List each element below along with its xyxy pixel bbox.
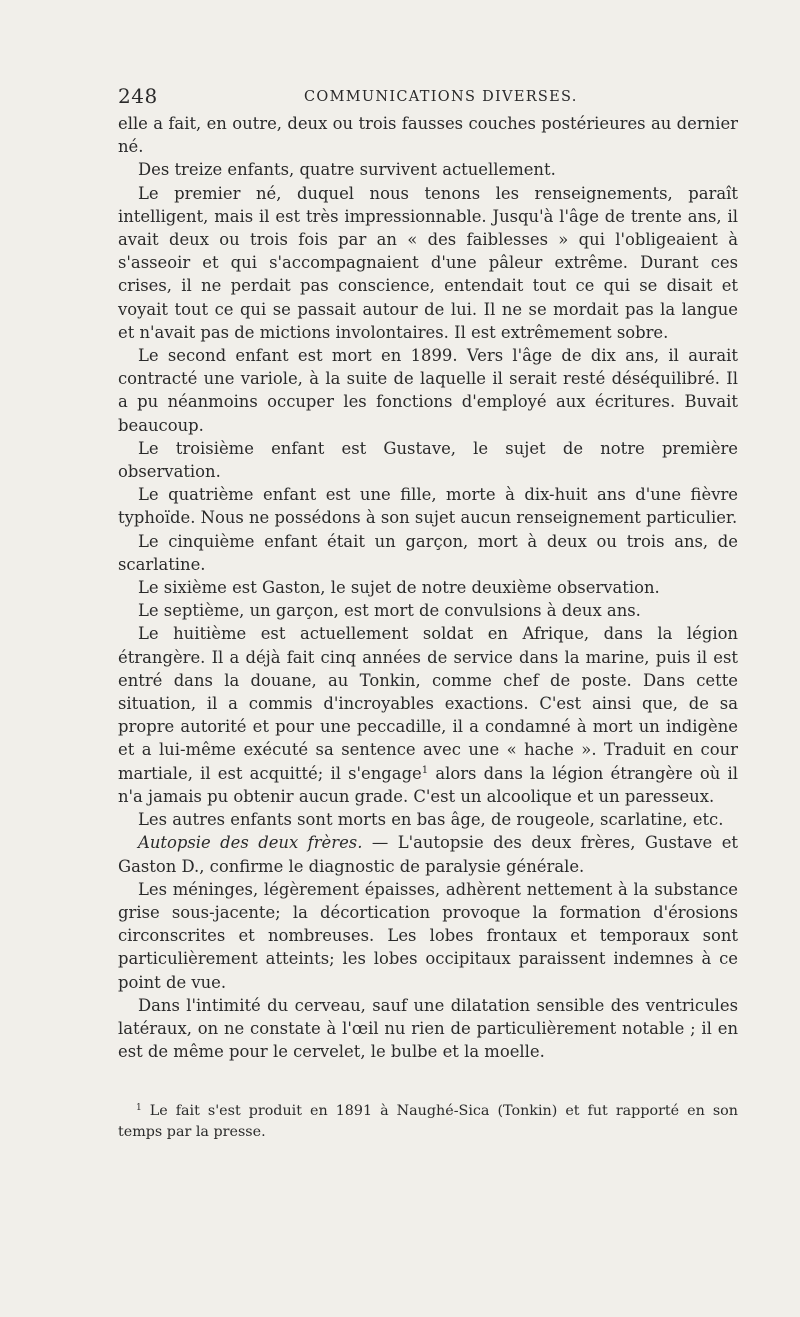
body-text [118, 112, 738, 1063]
paragraph [118, 831, 738, 877]
section-heading: Autopsie des deux frères. [138, 833, 363, 853]
paragraph-text: Le huitième est actuellement soldat en Afrique, dans la légion étrangère. Il a déjà fait cinq années de service dans la marine, puis il est entré dans la douane, au Tonkin, comme chef de poste. Dans cette situation, il a commis d'incroyables exactions. C'est ainsi que, de sa propre autorité et pour une peccadille, il a condamné à mort un indigène et a lui-même exécuté sa sentence avec une « hache ». Traduit en cour martiale, il est acquitté; il s'engage [118, 624, 738, 783]
paragraph: Dans l'intimité du cerveau, sauf une dilatation sensible des ventricules latéraux, on ne constate à l'œil nu rien de particulièrement notable ; il en est de même pour le cervelet, le bulbe et la moelle. [118, 995, 738, 1062]
footnote-mark: 1 [136, 1103, 142, 1113]
page-header [118, 84, 738, 108]
paragraph [118, 622, 738, 808]
footnote-paragraph [118, 1101, 738, 1143]
footnote-text: Le fait s'est produit en 1891 à Naughé-Sica (Tonkin) et fut rapporté en son temps par la presse. [118, 1103, 738, 1140]
paragraph: Le sixième est Gaston, le sujet de notre deuxième observation. [138, 578, 660, 598]
paragraph: Le second enfant est mort en 1899. Vers l'âge de dix ans, il aurait contracté une variole, à la suite de laquelle il serait resté déséquilibré. Il a pu néanmoins occuper les fonctions d'employé aux écritures. Buvait beaucoup. [118, 346, 738, 435]
paragraph: Les autres enfants sont morts en bas âge, de rougeole, scarlatine, etc. [138, 810, 724, 830]
paragraph: Des treize enfants, quatre survivent actuellement. [138, 160, 556, 180]
paragraph: elle a fait, en outre, deux ou trois fausses couches postérieures au dernier né. [118, 114, 738, 157]
paragraph-text: — L'autopsie des deux frères, Gustave et Gaston D., confirme le diagnostic de paralysie générale. [118, 833, 738, 876]
paragraph: Les méninges, légèrement épaisses, adhèrent nettement à la substance grise sous-jacente; la décortication provoque la formation d'érosions circonscrites et nombreuses. Les lobes frontaux et temporaux sont particulièrement atteints; les lobes occipitaux paraissent indemnes à ce point de vue. [118, 879, 738, 992]
paragraph: Le cinquième enfant était un garçon, mort à deux ou trois ans, de scarlatine. [118, 531, 738, 574]
paragraph-text: alors dans la légion étrangère où il n'a jamais pu obtenir aucun grade. C'est un alcoolique et un paresseux. [118, 763, 738, 806]
footnote [118, 1101, 738, 1143]
paragraph: Le quatrième enfant est une fille, morte à dix-huit ans d'une fièvre typhoïde. Nous ne possédons à son sujet aucun renseignement particulier. [118, 485, 738, 528]
page-number: 248 [118, 84, 158, 108]
paragraph: Le troisième enfant est Gustave, le sujet de notre première observation. [118, 438, 738, 482]
paragraph: Le premier né, duquel nous tenons les renseignements, paraît intelligent, mais il est très impressionnable. Jusqu'à l'âge de trente ans, il avait deux ou trois fois par an « des faiblesses » qui l'obligeaient à s'asseoir et qui s'accompagnaient d'une pâleur extrême. Durant ces crises, il ne perdait pas conscience, entendait tout ce qui se disait et voyait tout ce qui se passait autour de lui. Il ne se mordait pas la langue et n'avait pas de mictions involontaires. Il est extrêmement sobre. [118, 183, 738, 342]
paragraph: Le septième, un garçon, est mort de convulsions à deux ans. [138, 601, 641, 621]
running-head: COMMUNICATIONS DIVERSES. [304, 89, 578, 105]
footnote-reference: 1 [421, 764, 429, 776]
